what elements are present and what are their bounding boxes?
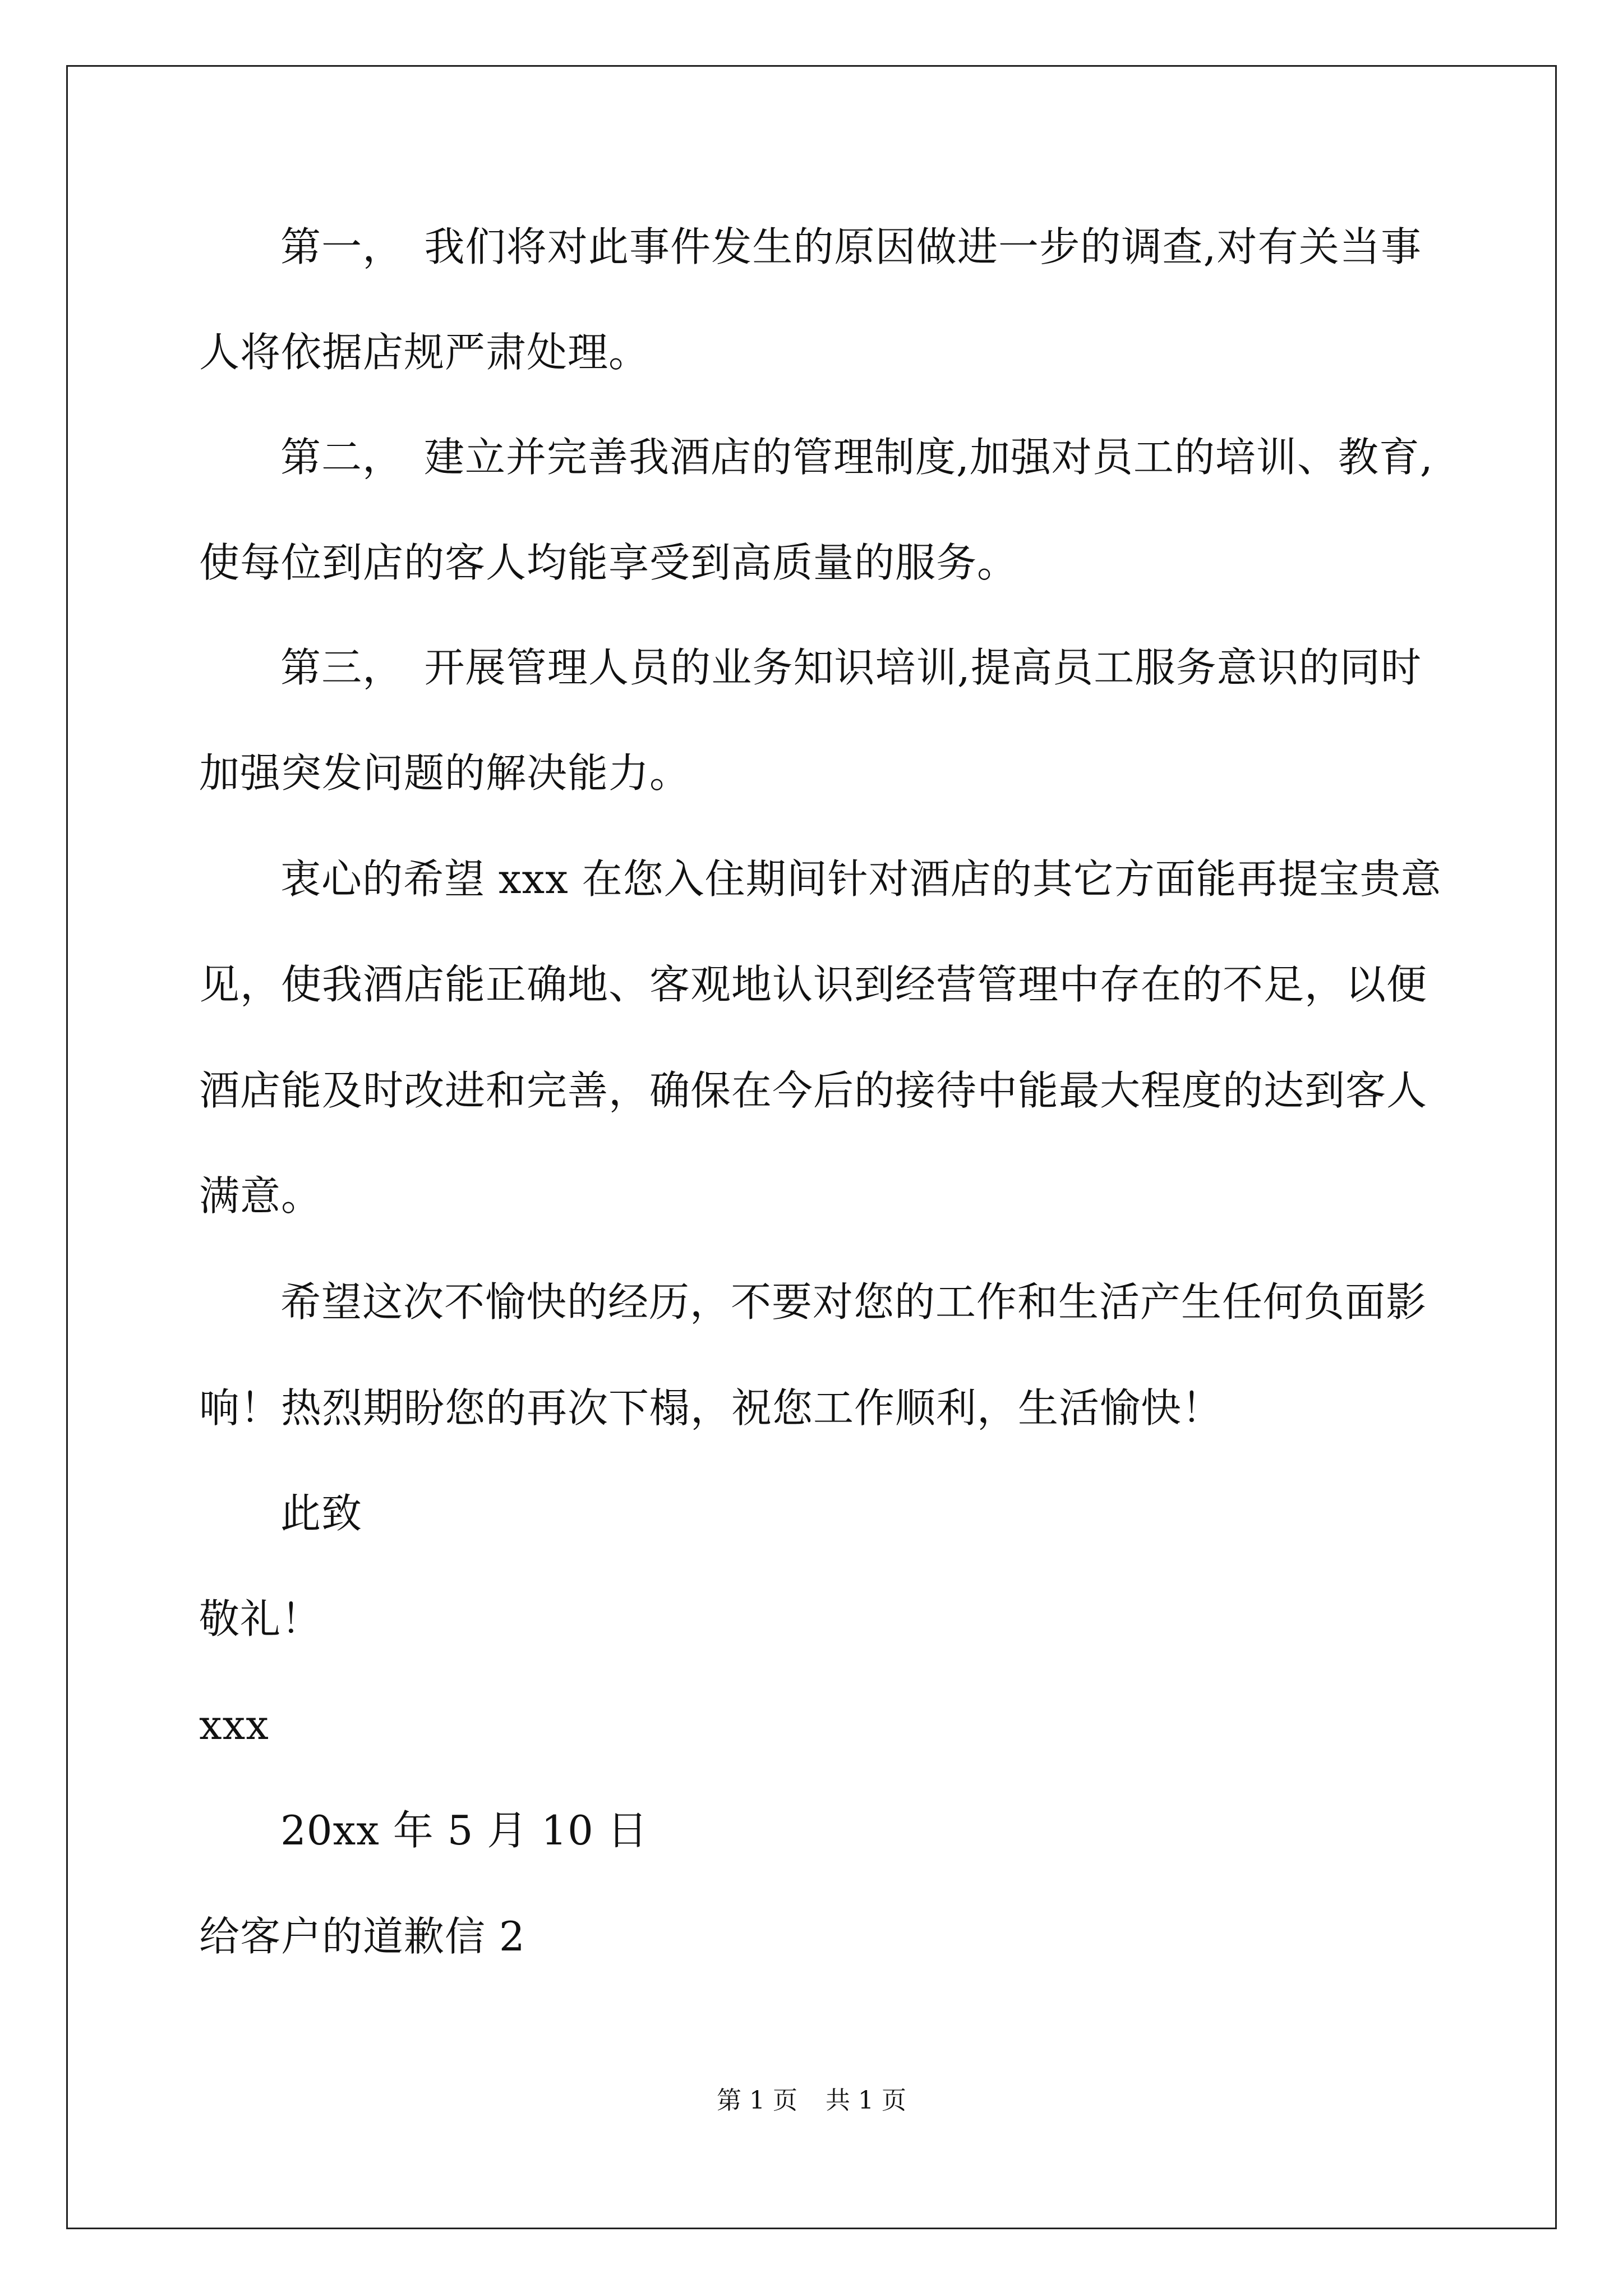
next-letter-title: 给客户的道歉信 2	[199, 1913, 525, 1960]
paragraph-4-line-3: 酒店能及时改进和完善，确保在今后的接待中能最大程度的达到客人	[199, 1067, 1428, 1114]
paragraph-1-line-2: 人将依据店规严肃处理。	[199, 329, 650, 376]
paragraph-5-line-2: 响！热烈期盼您的再次下榻，祝您工作顺利，生活愉快！	[199, 1384, 1223, 1432]
paragraph-2-line-1: 第二， 建立并完善我酒店的管理制度,加强对员工的培训、教育,	[280, 434, 1433, 481]
page-total: 共 1 页	[826, 2086, 906, 2115]
paragraph-4-line-4: 满意。	[199, 1172, 322, 1220]
paragraph-2-line-2: 使每位到店的客人均能享受到高质量的服务。	[199, 539, 1018, 586]
closing-text: 此致	[280, 1490, 363, 1537]
paragraph-1-line-1: 第一， 我们将对此事件发生的原因做进一步的调查,对有关当事	[280, 223, 1422, 270]
signature-text: xxx	[199, 1701, 269, 1749]
page-number: 第 1 页	[717, 2086, 797, 2115]
paragraph-4-line-1: 衷心的希望 xxx 在您入住期间针对酒店的其它方面能再提宝贵意	[280, 855, 1442, 903]
date-text: 20xx 年 5 月 10 日	[280, 1807, 648, 1854]
paragraph-3-line-2: 加强突发问题的解决能力。	[199, 749, 691, 797]
page-border	[66, 65, 1557, 2229]
paragraph-3-line-1: 第三， 开展管理人员的业务知识培训,提高员工服务意识的同时	[280, 644, 1422, 691]
paragraph-5-line-1: 希望这次不愉快的经历，不要对您的工作和生活产生任何负面影	[280, 1278, 1427, 1326]
page-footer	[0, 2084, 1623, 2118]
paragraph-4-line-2: 见，使我酒店能正确地、客观地认识到经营管理中存在的不足，以便	[199, 961, 1428, 1008]
salutation-text: 敬礼！	[199, 1595, 322, 1642]
